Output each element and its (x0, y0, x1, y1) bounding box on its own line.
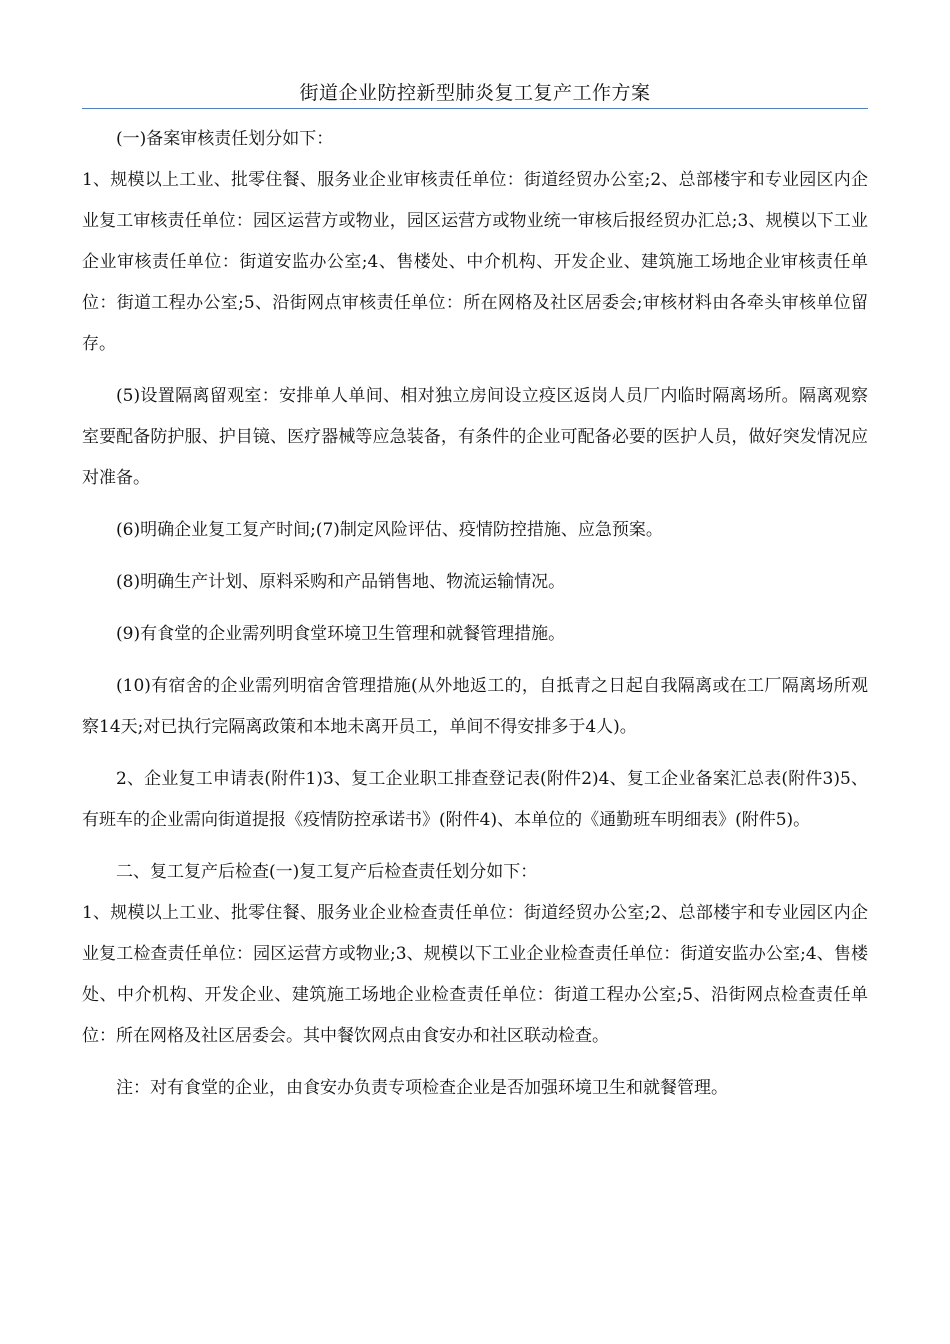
paragraph-filing-review-heading: (一)备案审核责任划分如下： (116, 129, 334, 149)
paragraph-attachments: 2、企业复工申请表(附件1)3、复工企业职工排查登记表(附件2)4、复工企业备案汇总表(附件3)5、有班车的企业需向街道提报《疫情防控承诺书》(附件4)、本单位的《通勤班车明细表》(附件5)。 (82, 769, 868, 830)
paragraph-note: 注：对有食堂的企业，由食安办负责专项检查企业是否加强环境卫生和就餐管理。 (116, 1078, 728, 1098)
paragraph-filing-review-units: 1、规模以上工业、批零住餐、服务业企业审核责任单位：街道经贸办公室;2、总部楼宇和专业园区内企业复工审核责任单位：园区运营方或物业，园区运营方或物业统一审核后报经贸办汇总;3、规模以下工业企业审核责任单位：街道安监办公室;4、售楼处、中介机构、开发企业、建筑施工场地企业审核责任单位：街道工程办公室;5、沿街网点审核责任单位：所在网格及社区居委会;审核材料由各牵头审核单位留存。 (82, 170, 868, 354)
paragraph-inspection-units: 1、规模以上工业、批零住餐、服务业企业检查责任单位：街道经贸办公室;2、总部楼宇和专业园区内企业复工检查责任单位：园区运营方或物业;3、规模以下工业企业检查责任单位：街道安监办公室;4、售楼处、中介机构、开发企业、建筑施工场地企业检查责任单位：街道工程办公室;5、沿街网点检查责任单位：所在网格及社区居委会。其中餐饮网点由食安办和社区联动检查。 (82, 903, 868, 1046)
paragraph-dormitory: (10)有宿舍的企业需列明宿舍管理措施(从外地返工的，自抵青之日起自我隔离或在工厂隔离场所观察14天;对已执行完隔离政策和本地未离开员工，单间不得安排多于4人)。 (82, 676, 868, 737)
paragraph-resume-time: (6)明确企业复工复产时间;(7)制定风险评估、疫情防控措施、应急预案。 (116, 520, 663, 540)
document-body (82, 119, 868, 1109)
title-divider (82, 108, 868, 109)
paragraph-isolation-room: (5)设置隔离留观室：安排单人单间、相对独立房间设立疫区返岗人员厂内临时隔离场所。隔离观察室要配备防护服、护目镜、医疗器械等应急装备，有条件的企业可配备必要的医护人员，做好突发情况应对准备。 (82, 386, 868, 488)
paragraph-production-plan: (8)明确生产计划、原料采购和产品销售地、物流运输情况。 (116, 572, 566, 592)
paragraph-canteen: (9)有食堂的企业需列明食堂环境卫生管理和就餐管理措施。 (116, 624, 566, 644)
document-title: 街道企业防控新型肺炎复工复产工作方案 (299, 82, 651, 104)
paragraph-post-resume-heading: 二、复工复产后检查(一)复工复产后检查责任划分如下： (116, 862, 538, 882)
